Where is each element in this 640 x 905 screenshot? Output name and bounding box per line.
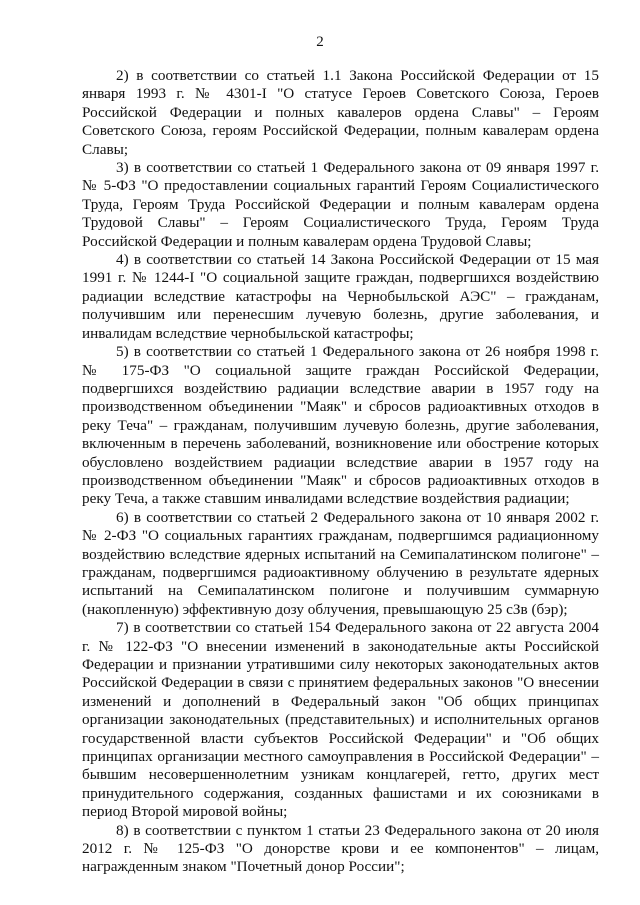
list-item-6: 6) в соответствии со статьей 2 Федерального закона от 10 января 2002 г. № 2-ФЗ "О социальных гарантиях гражданам, подвергшимся радиационному воздействию вследствие ядерных испытаний на Семипалатинском полигоне" – гражданам, подвергшимся радиоактивному облучению в результате ядерных испытаний на Семипалатинском полигоне и получившим суммарную (накопленную) эффективную дозу облучения, превышающую 25 сЗв (бэр); <box>82 508 599 618</box>
list-item-4: 4) в соответствии со статьей 14 Закона Российской Федерации от 15 мая 1991 г. № 1244-I "О социальной защите граждан, подвергшихся воздействию радиации вследствие катастрофы на Чернобыльской АЭС" – гражданам, получившим или перенесшим лучевую болезнь, другие заболевания, и инвалидам вследствие чернобыльской катастрофы; <box>82 251 599 342</box>
document-body <box>82 67 599 877</box>
page-number: 2 <box>316 34 324 50</box>
list-item-8: 8) в соответствии с пунктом 1 статьи 23 Федерального закона от 20 июля 2012 г. № 125-ФЗ "О донорстве крови и ее компонентов" – лицам, награжденным знаком "Почетный донор России"; <box>82 821 599 876</box>
list-item-7: 7) в соответствии со статьей 154 Федерального закона от 22 августа 2004 г. № 122-ФЗ "О внесении изменений в законодательные акты Российской Федерации и признании утратившими силу некоторых законодательных актов Российской Федерации в связи с принятием федеральных законов "О внесении изменений и дополнений в Федеральный закон "Об общих принципах организации законодательных (представительных) и исполнительных органов государственной власти субъектов Российской Федерации" и "Об общих принципах организации местного самоуправления в Российской Федерации" – бывшим несовершеннолетним узникам концлагерей, гетто, других мест принудительного содержания, созданных фашистами и их союзниками в период Второй мировой войны; <box>82 619 599 821</box>
list-item-2: 2) в соответствии со статьей 1.1 Закона Российской Федерации от 15 января 1993 г. № 4301-I "О статусе Героев Советского Союза, Героев Российской Федерации и полных кавалеров ордена Славы" – Героям Советского Союза, героям Российской Федерации, полным кавалерам ордена Славы; <box>82 67 599 158</box>
list-item-3: 3) в соответствии со статьей 1 Федерального закона от 09 января 1997 г. № 5-ФЗ "О предоставлении социальных гарантий Героям Социалистического Труда, Героям Труда Российской Федерации и полным кавалерам ордена Трудовой Славы" – Героям Социалистического Труда, Героям Труда Российской Федерации и полным кавалерам ордена Трудовой Славы; <box>82 159 599 250</box>
list-item-5: 5) в соответствии со статьей 1 Федерального закона от 26 ноября 1998 г. № 175-ФЗ "О социальной защите граждан Российской Федерации, подвергшихся воздействию радиации вследствие аварии в 1957 году на производственном объединении "Маяк" и сбросов радиоактивных отходов в реку Теча" – гражданам, получившим лучевую болезнь, другие заболевания, включенным в перечень заболеваний, возникновение или обострение которых обусловлено воздействием радиации вследствие аварии в 1957 году на производственном объединении "Маяк" и сбросов радиоактивных отходов в реку Теча, а также ставшим инвалидами вследствие воздействия радиации; <box>82 343 599 508</box>
